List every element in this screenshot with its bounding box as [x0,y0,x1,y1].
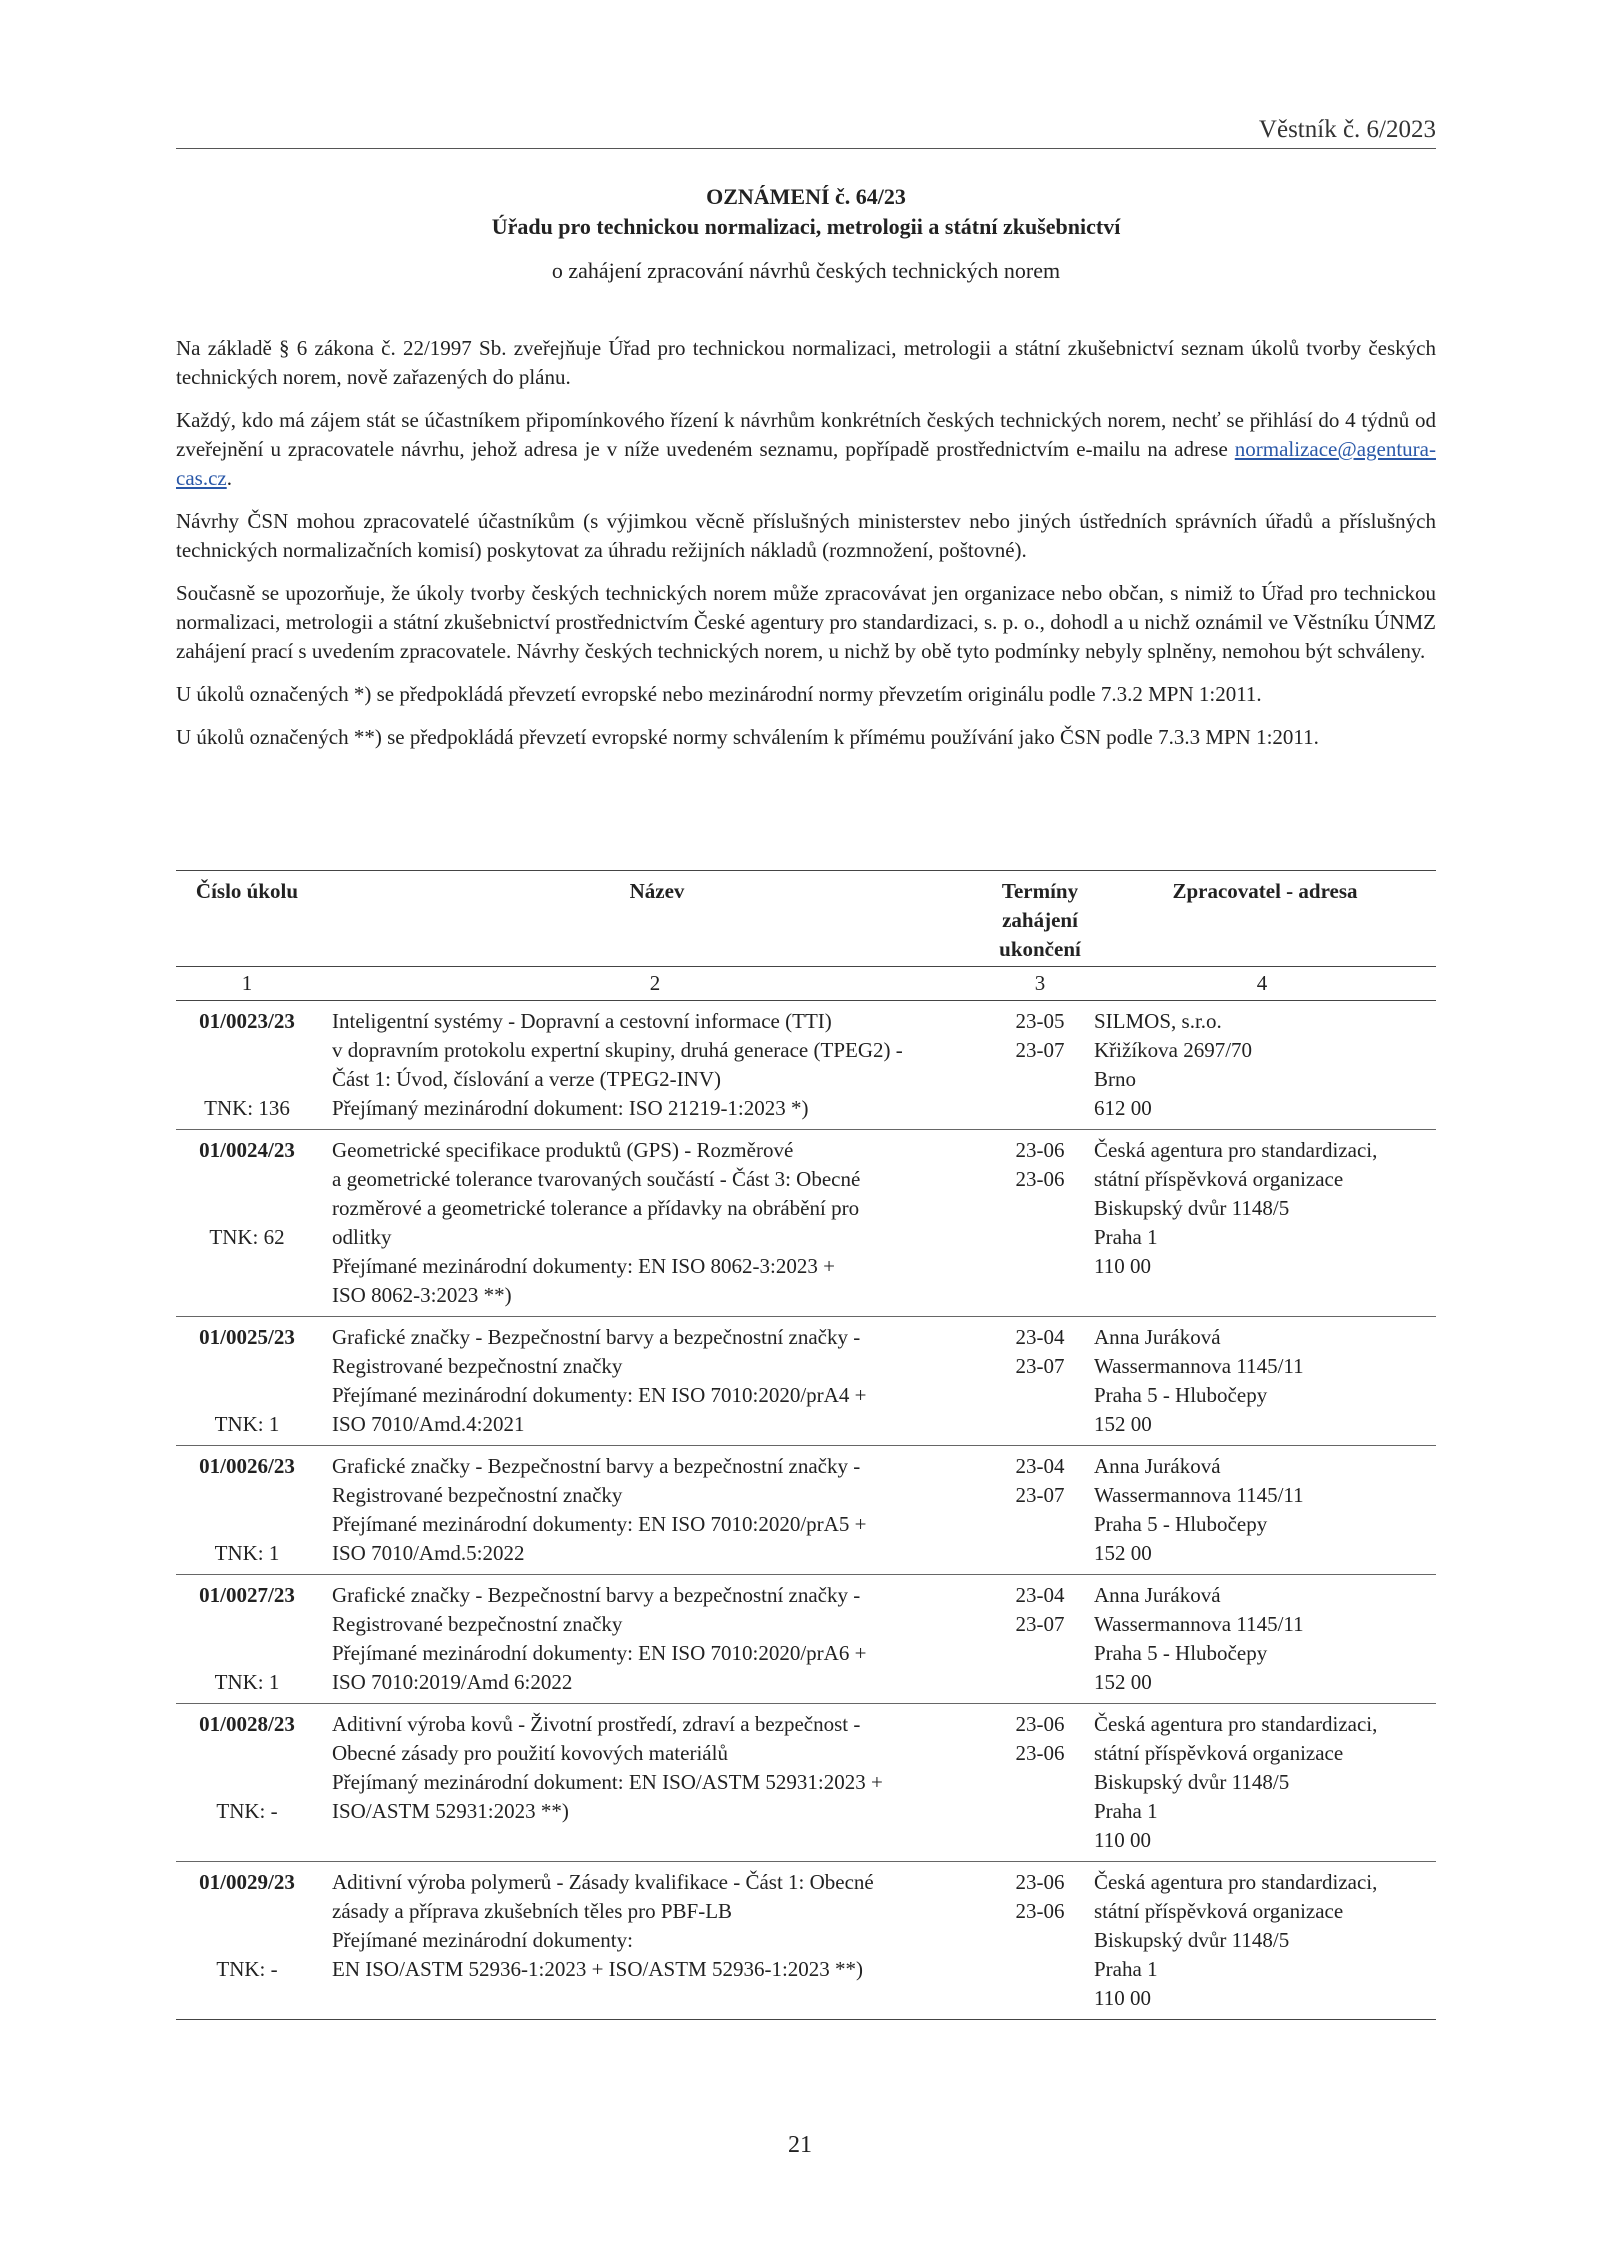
processor-line: Praha 1 [1094,1799,1158,1823]
processor-line: státní příspěvková organizace [1094,1899,1344,1923]
processor-cell [1088,1130,1436,1317]
paragraph-participation-end: . [226,466,232,490]
column-number: 4 [1088,967,1436,1001]
paragraph-drafts-fees: Návrhy ČSN mohou zpracovatelé účastníkům (s výjimkou věcně příslušných ministerstev nebo jiných ústředních správních úřadů a příslušných technických normalizačních komisí) poskytovat za úhradu režijních nákladů (rozmnožení, poštovné). [176,509,1436,562]
task-number: 01/0024/23 [199,1138,295,1162]
task-name-line: Geometrické specifikace produktů (GPS) - Rozměrové [332,1138,794,1162]
task-name-line: EN ISO/ASTM 52936-1:2023 + ISO/ASTM 52936-1:2023 **) [332,1957,864,1981]
task-terms-cell [992,1001,1088,1130]
table-row [176,1704,1436,1862]
task-name-line: a geometrické tolerance tvarovaných součástí - Část 3: Obecné [332,1167,861,1191]
term-end: 23-07 [1015,1038,1065,1062]
tnk-number: TNK: 136 [204,1096,290,1120]
term-end: 23-06 [1015,1167,1065,1191]
header-divider [176,148,1436,149]
header-task-number: Číslo úkolu [176,871,318,967]
paragraph-note-double-star: U úkolů označených **) se předpokládá převzetí evropské normy schválením k přímému používání jako ČSN podle 7.3.3 MPN 1:2011. [176,725,1319,749]
spacer [176,1381,318,1410]
spacer [176,1926,318,1955]
task-name-line: rozměrové a geometrické tolerance a přídavky na obrábění pro [332,1196,860,1220]
spacer [176,1639,318,1668]
processor-line: Wassermannova 1145/11 [1094,1354,1304,1378]
task-name-line: Přejímaný mezinárodní dokument: ISO 21219-1:2023 *) [332,1096,809,1120]
processor-line: 110 00 [1094,1254,1151,1278]
table-row [176,1862,1436,2020]
task-name-line: Grafické značky - Bezpečnostní barvy a bezpečnostní značky - [332,1454,861,1478]
header-terms-line: zahájení [1002,908,1078,932]
task-name-cell [318,1446,992,1575]
header-processor: Zpracovatel - adresa [1088,871,1436,967]
tasks-table [176,870,1436,2020]
task-rows [176,1001,1436,2020]
processor-cell [1088,1001,1436,1130]
spacer [176,1481,318,1510]
task-number: 01/0025/23 [199,1325,295,1349]
task-id-cell [176,1446,318,1575]
processor-line: Anna Juráková [1094,1325,1221,1349]
table-header-row [176,871,1436,967]
issuing-office: Úřadu pro technickou normalizaci, metrologii a státní zkušebnictví [491,214,1121,239]
spacer [176,1165,318,1194]
task-terms-cell [992,1575,1088,1704]
task-name-line: Přejímaný mezinárodní dokument: EN ISO/ASTM 52931:2023 + [332,1770,883,1794]
task-number: 01/0026/23 [199,1454,295,1478]
processor-line: Křižíkova 2697/70 [1094,1038,1253,1062]
spacer [176,1036,318,1065]
task-id-cell [176,1862,318,2020]
spacer [176,1768,318,1797]
task-name-line: ISO 7010/Amd.4:2021 [332,1412,525,1436]
task-terms-cell [992,1130,1088,1317]
task-name-line: Inteligentní systémy - Dopravní a cestovní informace (TTI) [332,1009,832,1033]
term-start: 23-04 [1015,1454,1065,1478]
term-start: 23-06 [1015,1712,1065,1736]
processor-line: SILMOS, s.r.o. [1094,1009,1222,1033]
processor-cell [1088,1446,1436,1575]
spacer [176,1065,318,1094]
column-number: 3 [992,967,1088,1001]
task-number: 01/0029/23 [199,1870,295,1894]
task-name-cell [318,1130,992,1317]
page-number: 21 [788,2132,812,2158]
term-end: 23-07 [1015,1354,1065,1378]
task-name-line: Aditivní výroba polymerů - Zásady kvalifikace - Část 1: Obecné [332,1870,874,1894]
paragraph-note-single-star: U úkolů označených *) se předpokládá převzetí evropské nebo mezinárodní normy převzetím originálu podle 7.3.2 MPN 1:2011. [176,682,1262,706]
processor-line: Biskupský dvůr 1148/5 [1094,1196,1290,1220]
column-number-row [176,967,1436,1001]
spacer [176,1739,318,1768]
tnk-number: TNK: - [216,1957,278,1981]
spacer [176,1610,318,1639]
processor-line: Česká agentura pro standardizaci, [1094,1138,1378,1162]
task-name-line: ISO 8062-3:2023 **) [332,1283,512,1307]
processor-cell [1088,1862,1436,2020]
paragraph-legal-basis: Na základě § 6 zákona č. 22/1997 Sb. zveřejňuje Úřad pro technickou normalizaci, metrologii a státní zkušebnictví seznam úkolů tvorby českých technických norem, nově zařazených do plánu. [176,336,1436,389]
announcement-title: OZNÁMENÍ č. 64/23 [706,184,906,209]
task-name-line: v dopravním protokolu expertní skupiny, druhá generace (TPEG2) - [332,1038,903,1062]
table-row [176,1130,1436,1317]
processor-line: 612 00 [1094,1096,1152,1120]
processor-line: Wassermannova 1145/11 [1094,1483,1304,1507]
header-terms [992,871,1088,967]
processor-line: Česká agentura pro standardizaci, [1094,1870,1378,1894]
task-name-line: Část 1: Úvod, číslování a verze (TPEG2-INV) [332,1067,721,1091]
spacer [176,1897,318,1926]
processor-cell [1088,1704,1436,1862]
task-name-line: Registrované bezpečnostní značky [332,1354,623,1378]
table-row [176,1446,1436,1575]
processor-line: 152 00 [1094,1670,1152,1694]
task-number: 01/0028/23 [199,1712,295,1736]
processor-line: 110 00 [1094,1828,1151,1852]
processor-line: Anna Juráková [1094,1583,1221,1607]
task-terms-cell [992,1704,1088,1862]
tnk-number: TNK: - [216,1799,278,1823]
term-start: 23-05 [1015,1009,1065,1033]
spacer [176,1352,318,1381]
term-end: 23-07 [1015,1612,1065,1636]
tnk-number: TNK: 62 [209,1225,285,1249]
task-name-line: Aditivní výroba kovů - Životní prostředí, zdraví a bezpečnost - [332,1712,861,1736]
processor-line: Biskupský dvůr 1148/5 [1094,1928,1290,1952]
announcement-subtitle: o zahájení zpracování návrhů českých technických norem [551,258,1061,283]
announcement-body [176,334,1436,766]
paragraph-participation-text: Každý, kdo má zájem stát se účastníkem připomínkového řízení k návrhům konkrétních českých technických norem, nechť se přihlásí do 4 týdnů od zveřejnění u zpracovatele návrhu, jehož adresa je v níže uvedeném seznamu, popřípadě prostřednictvím e-mailu na adrese [176,408,1436,461]
column-number: 2 [318,967,992,1001]
task-name-line: Registrované bezpečnostní značky [332,1483,623,1507]
task-name-line: zásady a příprava zkušebních těles pro PBF-LB [332,1899,733,1923]
header-name: Název [318,871,992,967]
spacer [176,1194,318,1223]
task-id-cell [176,1317,318,1446]
processor-line: 152 00 [1094,1541,1152,1565]
task-name-line: ISO 7010/Amd.5:2022 [332,1541,525,1565]
term-start: 23-06 [1015,1870,1065,1894]
tnk-number: TNK: 1 [214,1412,280,1436]
email-link[interactable]: normalizace@agentura-cas.cz [176,437,1436,490]
processor-line: Wassermannova 1145/11 [1094,1612,1304,1636]
header-terms-line: Termíny [1001,879,1079,903]
processor-line: státní příspěvková organizace [1094,1167,1344,1191]
processor-line: státní příspěvková organizace [1094,1741,1344,1765]
task-number: 01/0023/23 [199,1009,295,1033]
task-number: 01/0027/23 [199,1583,295,1607]
tnk-number: TNK: 1 [214,1670,280,1694]
task-name-line: Přejímané mezinárodní dokumenty: EN ISO 8062-3:2023 + [332,1254,835,1278]
term-start: 23-04 [1015,1583,1065,1607]
task-name-cell [318,1575,992,1704]
task-name-line: ISO/ASTM 52931:2023 **) [332,1799,569,1823]
term-start: 23-04 [1015,1325,1065,1349]
table-row [176,1001,1436,1130]
spacer [176,1510,318,1539]
column-number: 1 [176,967,318,1001]
processor-line: Praha 1 [1094,1957,1158,1981]
processor-line: Praha 1 [1094,1225,1158,1249]
processor-line: Praha 5 - Hlubočepy [1094,1512,1268,1536]
processor-line: Anna Juráková [1094,1454,1221,1478]
processor-line: Česká agentura pro standardizaci, [1094,1712,1378,1736]
paragraph-notice: Současně se upozorňuje, že úkoly tvorby českých technických norem může zpracovávat jen organizace nebo občan, s nimiž to Úřad pro technickou normalizaci, metrologii a státní zkušebnictví prostřednictvím České agentury pro standardizaci, s. p. o., dohodl a u nichž oznámil ve Věstníku ÚNMZ zahájení prací s uvedením zpracovatele. Návrhy českých technických norem, u nichž by obě tyto podmínky nebyly splněny, nemohou být schváleny. [176,581,1436,663]
bulletin-issue: Věstník č. 6/2023 [1258,116,1436,143]
task-name-line: Grafické značky - Bezpečnostní barvy a bezpečnostní značky - [332,1325,861,1349]
task-id-cell [176,1575,318,1704]
task-id-cell [176,1001,318,1130]
term-end: 23-07 [1015,1483,1065,1507]
table-row [176,1575,1436,1704]
task-name-line: Přejímané mezinárodní dokumenty: [332,1928,633,1952]
processor-line: Praha 5 - Hlubočepy [1094,1383,1268,1407]
task-name-line: Obecné zásady pro použití kovových materiálů [332,1741,728,1765]
processor-line: 152 00 [1094,1412,1152,1436]
paragraph-participation [176,406,1436,493]
term-end: 23-06 [1015,1899,1065,1923]
processor-line: 110 00 [1094,1986,1151,2010]
processor-line: Brno [1094,1067,1136,1091]
term-start: 23-06 [1015,1138,1065,1162]
task-name-cell [318,1704,992,1862]
table-row [176,1317,1436,1446]
task-name-cell [318,1862,992,2020]
task-name-line: Přejímané mezinárodní dokumenty: EN ISO 7010:2020/prA4 + [332,1383,867,1407]
processor-cell [1088,1317,1436,1446]
tnk-number: TNK: 1 [214,1541,280,1565]
task-terms-cell [992,1446,1088,1575]
task-name-line: Přejímané mezinárodní dokumenty: EN ISO 7010:2020/prA5 + [332,1512,867,1536]
processor-line: Praha 5 - Hlubočepy [1094,1641,1268,1665]
task-terms-cell [992,1317,1088,1446]
task-name-line: Registrované bezpečnostní značky [332,1612,623,1636]
task-id-cell [176,1130,318,1317]
header-terms-line: ukončení [999,937,1081,961]
task-name-line: ISO 7010:2019/Amd 6:2022 [332,1670,573,1694]
task-terms-cell [992,1862,1088,2020]
task-name-line: Přejímané mezinárodní dokumenty: EN ISO 7010:2020/prA6 + [332,1641,867,1665]
announcement-title-block [176,182,1436,286]
processor-cell [1088,1575,1436,1704]
processor-line: Biskupský dvůr 1148/5 [1094,1770,1290,1794]
task-name-cell [318,1001,992,1130]
task-id-cell [176,1704,318,1862]
task-name-cell [318,1317,992,1446]
term-end: 23-06 [1015,1741,1065,1765]
task-name-line: odlitky [332,1225,392,1249]
task-name-line: Grafické značky - Bezpečnostní barvy a bezpečnostní značky - [332,1583,861,1607]
